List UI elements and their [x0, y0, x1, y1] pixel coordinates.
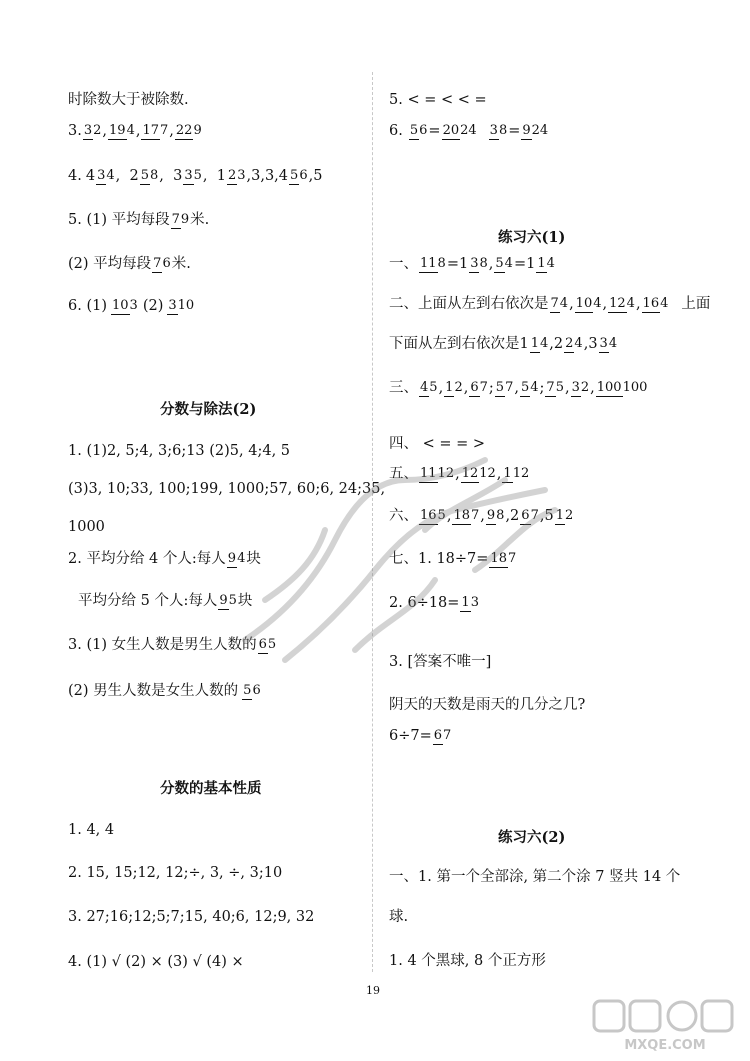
- left-line-6: (2) 平均每段 76 米.: [68, 256, 191, 273]
- right-line-9: 六、 165 , 187 , 98 , 2 67 , 5 12: [389, 508, 574, 525]
- left-line-18: 4. (1) √ (2) × (3) √ (4) ×: [68, 954, 244, 970]
- right-line-13: 阴天的天数是雨天的几分之几?: [389, 697, 586, 713]
- left-line-1: 时除数大于被除数.: [68, 92, 189, 108]
- watermark-stamp: [225, 420, 595, 680]
- left-line-11: 2. 平均分给 4 个人:每人 94 块: [68, 551, 261, 568]
- left-line-17: 3. 27;16;12;5;7;15, 40;6, 12;9, 32: [68, 909, 315, 925]
- left-line-13: 3. (1) 女生人数是男生人数的 65: [68, 637, 277, 654]
- left-line-4: 4. 4 34 , 2 58 , 3 35 , 1 23 ,3,3, 4 56 ,5: [68, 168, 323, 185]
- left-line-14: (2) 男生人数是女生人数的 56: [68, 683, 261, 700]
- right-line-11: 2. 6÷18= 13: [389, 595, 479, 612]
- page-number: 19: [366, 984, 380, 997]
- section-title-exercise-6-1: 练习六(1): [498, 229, 566, 246]
- right-line-15: 一、1. 第一个全部涂, 第二个涂 7 竖共 14 个: [389, 869, 681, 885]
- fraction: 194: [109, 123, 135, 138]
- left-line-7: 6. (1) 103 (2) 310: [68, 298, 195, 315]
- corner-logo-watermark: [590, 997, 740, 1055]
- left-line-10: 1000: [68, 519, 105, 535]
- svg-text:MXQE.COM: MXQE.COM: [624, 1038, 706, 1053]
- right-line-4: 二、上面从左到右依次是 74 , 104 , 124 , 164 上面: [389, 296, 711, 313]
- left-line-12: 平均分给 5 个人:每人 95 块: [78, 593, 253, 610]
- right-line-10: 七、1. 18÷7= 187: [389, 551, 517, 568]
- fraction: 229: [175, 123, 202, 138]
- fraction: 177: [142, 123, 169, 138]
- right-line-12: 3. [答案不唯一]: [389, 654, 492, 670]
- left-line-5: 5. (1) 平均每段 79 米.: [68, 212, 210, 229]
- right-line-1: 5. < = < < =: [389, 92, 487, 108]
- left-line-16: 2. 15, 15;12, 12;÷, 3, ÷, 3;10: [68, 865, 283, 881]
- section-title-fraction-property: 分数的基本性质: [160, 780, 262, 797]
- right-line-2: 6. 56 = 2024 38 = 924: [389, 123, 549, 140]
- right-line-3: 一、 118 =1 38 , 54 =1 14: [389, 256, 555, 273]
- right-line-5: 下面从左到右依次是 1 14 , 2 24 , 3 34: [389, 336, 618, 353]
- right-line-7: 四、 < = = >: [389, 436, 486, 452]
- left-line-9: (3)3, 10;33, 100;199, 1000;57, 60;6, 24;35,: [68, 481, 386, 497]
- left-line-3: 3. 32 , 194 , 177 , 229: [68, 123, 202, 140]
- right-line-14: 6÷7= 67: [389, 728, 452, 745]
- section-title-exercise-6-2: 练习六(2): [498, 829, 566, 846]
- fraction: 32: [83, 123, 102, 138]
- section-title-fraction-division: 分数与除法(2): [160, 401, 257, 418]
- right-line-8: 五、 1112 , 1212 , 112: [389, 466, 530, 483]
- left-line-8: 1. (1)2, 5;4, 3;6;13 (2)5, 4;4, 5: [68, 443, 291, 459]
- right-line-17: 1. 4 个黑球, 8 个正方形: [389, 953, 546, 969]
- left-line-15: 1. 4, 4: [68, 822, 115, 838]
- right-line-6: 三、 45 , 12 , 67 ; 57 , 54 ; 75 , 32 , 100100: [389, 380, 648, 397]
- right-line-16: 球.: [389, 909, 409, 925]
